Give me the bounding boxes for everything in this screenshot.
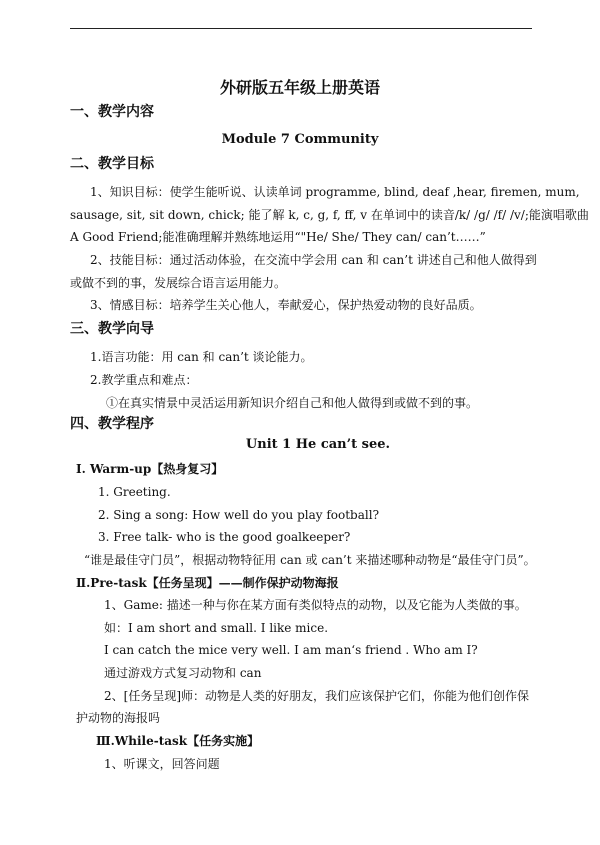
whiletask-item-1: 1、听课文，回答问题 xyxy=(104,757,220,771)
goal-knowledge-line-2: sausage, sit, sit down, chick; 能了解 k, c, g, f, ff, v 在单词中的读音/k/ /g/ /f/ /v/;能演唱歌曲 xyxy=(70,208,589,222)
section-heading-teaching-content: 一、教学内容 xyxy=(70,104,154,120)
module-title: Module 7 Community xyxy=(221,132,379,147)
pretask-task-line-1: 2、[任务呈现]师：动物是人类的好朋友，我们应该保护它们，你能为他们创作保 xyxy=(104,689,530,703)
guide-key-point-detail: ①在真实情景中灵活运用新知识介绍自己和他人做得到或做不到的事。 xyxy=(106,396,479,410)
warmup-note: “谁是最佳守门员”，根据动物特征用 can 或 can’t 来描述哪种动物是“最佳守门员”。 xyxy=(84,553,536,567)
pretask-example-1: 如：I am short and small. I like mice. xyxy=(104,621,329,635)
pretask-task-line-2: 护动物的海报吗 xyxy=(76,711,161,725)
goal-skill-line-1: 2、技能目标：通过活动体验，在交流中学会用 can 和 can’t 讲述自己和他人做得到 xyxy=(90,253,537,267)
header-rule xyxy=(70,28,532,29)
pretask-example-2: I can catch the mice very well. I am man‘s friend . Who am I? xyxy=(104,643,478,657)
warmup-song: 2. Sing a song: How well do you play football? xyxy=(98,508,379,522)
pretask-heading xyxy=(76,575,339,591)
warmup-greeting: 1. Greeting. xyxy=(98,485,171,499)
guide-language-function: 1.语言功能：用 can 和 can’t 谈论能力。 xyxy=(90,350,313,364)
pretask-example-3: 通过游戏方式复习动物和 can xyxy=(104,666,262,680)
warmup-free-talk: 3. Free talk- who is the good goalkeeper? xyxy=(98,530,351,544)
pretask-heading-text: Ⅱ.Pre-task【任务呈现】——制作保护动物海报 xyxy=(76,576,339,590)
section-heading-teaching-guide: 三、教学向导 xyxy=(70,321,154,337)
goal-skill-line-2: 或做不到的事，发展综合语言运用能力。 xyxy=(70,276,287,290)
goal-knowledge-line-3: A Good Friend;能准确理解并熟练地运用“"He/ She/ They can/ can’t……” xyxy=(70,230,486,244)
warmup-heading: Ⅰ. Warm-up【热身复习】 xyxy=(76,462,224,476)
goal-knowledge-line-1: 1、知识目标：使学生能听说、认读单词 programme, blind, deaf ,hear, firemen, mum, xyxy=(90,185,580,199)
section-heading-teaching-procedure: 四、教学程序 xyxy=(70,416,154,432)
guide-key-points: 2.教学重点和难点： xyxy=(90,373,198,387)
goal-emotion: 3、情感目标：培养学生关心他人，奉献爱心，保护热爱动物的良好品质。 xyxy=(90,298,482,312)
whiletask-heading: Ⅲ.While-task【任务实施】 xyxy=(96,734,260,748)
pretask-game: 1、Game: 描述一种与你在某方面有类似特点的动物，以及它能为人类做的事。 xyxy=(104,598,527,612)
section-heading-teaching-goals: 二、教学目标 xyxy=(70,156,154,172)
unit-title: Unit 1 He can’t see. xyxy=(245,437,391,452)
document-title: 外研版五年级上册英语 xyxy=(219,78,380,97)
